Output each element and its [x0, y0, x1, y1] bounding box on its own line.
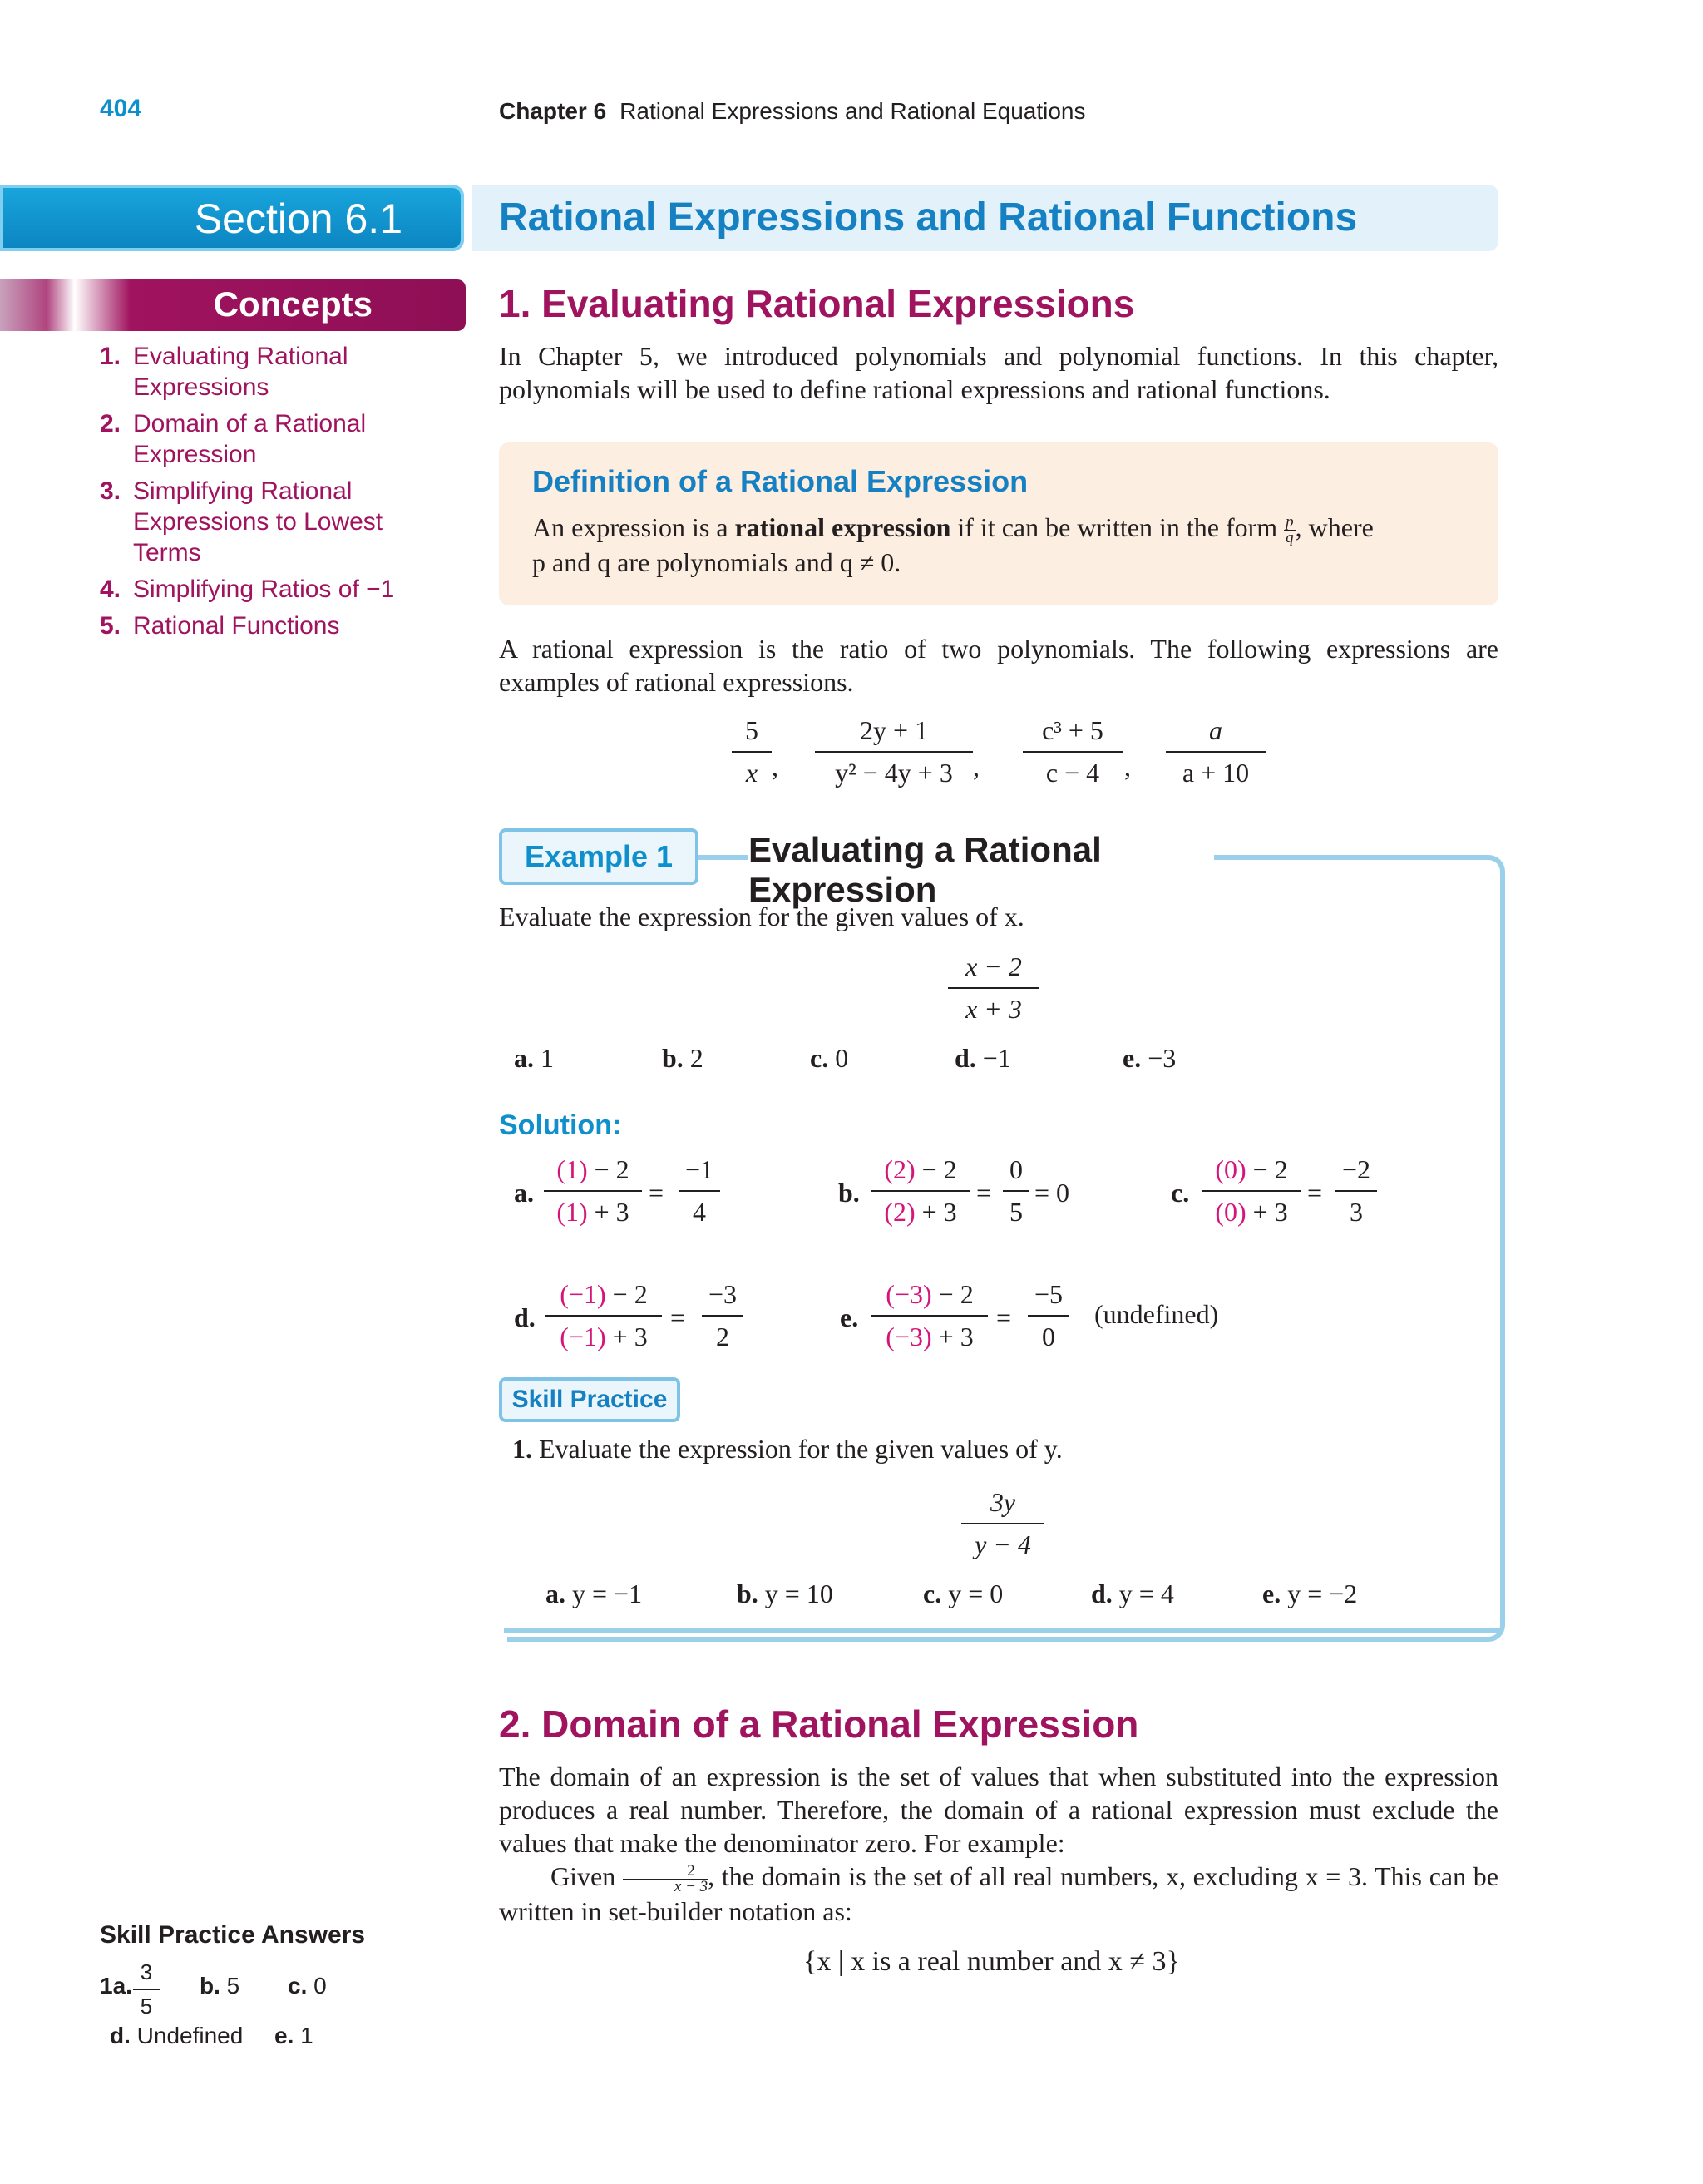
concept-label: Simplifying Rational Expressions to Lowest Terms — [133, 477, 383, 566]
definition-text-part: , where — [1295, 512, 1374, 542]
fraction-numerator: −5 — [1028, 1279, 1069, 1317]
skill-value-b — [737, 1579, 833, 1609]
concept-item — [100, 610, 432, 641]
fraction-denominator: y² − 4y + 3 — [835, 758, 953, 788]
given-paragraph — [499, 1860, 1498, 1928]
solution-b-result — [1003, 1154, 1029, 1228]
solution-c-result — [1335, 1154, 1377, 1228]
equals-sign: = — [649, 1178, 664, 1208]
solution-a-label: a. — [514, 1178, 534, 1208]
value-text: y = 4 — [1118, 1579, 1174, 1608]
fraction-denominator: x + 3 — [965, 994, 1022, 1024]
value-label: b. — [737, 1579, 758, 1608]
substituted-value: (−3) — [886, 1279, 932, 1309]
heading-evaluating: 1. Evaluating Rational Expressions — [499, 282, 1135, 325]
solution-c-fraction — [1202, 1154, 1301, 1228]
skill-practice-badge: Skill Practice — [499, 1377, 680, 1422]
fraction-denominator: 0 — [1042, 1322, 1055, 1351]
value-label: c. — [923, 1579, 942, 1608]
comma: , — [772, 752, 778, 782]
answer-1d — [110, 2023, 243, 2049]
substituted-value: (−1) — [560, 1322, 606, 1351]
solution-e-label: e. — [840, 1302, 859, 1332]
answer-1e — [274, 2023, 313, 2049]
substituted-value: (1) — [556, 1154, 588, 1184]
fraction-numerator: −1 — [679, 1154, 720, 1192]
solution-label: Solution: — [499, 1109, 622, 1141]
answer-1c — [288, 1973, 327, 1999]
substituted-value: (−1) — [560, 1279, 606, 1309]
example-title — [748, 830, 1214, 910]
value-number: 1 — [541, 1043, 554, 1073]
value-number: −1 — [982, 1043, 1011, 1073]
concept-item — [100, 476, 432, 568]
answer-1b — [200, 1973, 239, 1999]
fraction-numerator: 2y + 1 — [815, 715, 973, 753]
solution-a-fraction — [544, 1154, 642, 1228]
fraction-numerator: 0 — [1003, 1154, 1029, 1192]
given-text: Given — [550, 1861, 623, 1891]
fraction-denominator: + 3 — [587, 1197, 629, 1227]
value-label: e. — [1262, 1579, 1281, 1608]
value-label: b. — [662, 1043, 684, 1073]
fraction-denominator: + 3 — [931, 1322, 974, 1351]
given-text: , the domain is the set of all real numbers, x, excluding x = 3. This can be written in set-builder notation as: — [499, 1861, 1499, 1927]
section-title: Rational Expressions and Rational Functions — [499, 195, 1358, 240]
fraction-denominator: 2 — [716, 1322, 729, 1351]
definition-text-part: if it can be written in the form — [950, 512, 1285, 542]
solution-d-result — [702, 1279, 743, 1352]
value-label: d. — [955, 1043, 976, 1073]
section-tab — [0, 185, 464, 251]
fraction-numerator: − 2 — [605, 1279, 648, 1309]
example-badge: Example 1 — [499, 828, 698, 885]
substituted-value: (1) — [556, 1197, 588, 1227]
example-prompt: Evaluate the expression for the given values of x. — [499, 902, 1024, 931]
value-b — [662, 1043, 703, 1074]
value-number: 0 — [835, 1043, 849, 1073]
skill-value-d — [1091, 1579, 1174, 1609]
equals-sign: = — [670, 1302, 686, 1332]
fraction-numerator: 2 — [623, 1864, 708, 1880]
example-fraction — [1166, 715, 1266, 788]
ratio-paragraph: A rational expression is the ratio of two polynomials. The following expressions are examples of rational expressions. — [499, 634, 1498, 697]
intro-paragraph: In Chapter 5, we introduced polynomials and polynomial functions. In this chapter, polynomials will be used to define rational expressions and rational functions. — [499, 341, 1498, 404]
fraction-denominator: 3 — [1350, 1197, 1363, 1227]
skill-prompt — [512, 1434, 1063, 1465]
skill-number: 1. — [512, 1434, 532, 1464]
value-text: y = 10 — [764, 1579, 833, 1608]
concept-item — [100, 574, 432, 605]
solution-b-label: b. — [838, 1178, 860, 1208]
answer-label: e. — [274, 2023, 294, 2048]
comma: , — [1124, 752, 1131, 782]
solution-a-result — [679, 1154, 720, 1228]
fraction-numerator: −3 — [702, 1279, 743, 1317]
equals-sign: = — [996, 1302, 1012, 1332]
solution-d-fraction — [545, 1279, 662, 1352]
concept-number: 2. — [100, 410, 121, 437]
concept-label: Rational Functions — [133, 612, 340, 640]
fraction-denominator: x — [745, 758, 758, 788]
fraction-numerator: 5 — [732, 715, 772, 753]
value-label: d. — [1091, 1579, 1113, 1608]
skill-answers-title: Skill Practice Answers — [100, 1921, 366, 1949]
given-fraction — [623, 1864, 708, 1895]
fraction-numerator: − 2 — [931, 1279, 974, 1309]
concept-number: 1. — [100, 343, 121, 370]
solution-c-label: c. — [1171, 1178, 1190, 1208]
concept-list — [100, 341, 432, 647]
concepts-title: Concepts — [213, 284, 373, 324]
value-label: a. — [514, 1043, 534, 1073]
value-label: e. — [1123, 1043, 1142, 1073]
fraction-denominator: + 3 — [915, 1197, 957, 1227]
fraction-denominator: a + 10 — [1182, 758, 1250, 788]
concept-label: Domain of a Rational Expression — [133, 410, 367, 468]
fraction-denominator: c − 4 — [1045, 758, 1100, 788]
fraction-numerator: 3 — [133, 1959, 160, 1990]
fraction-denominator: 5 — [140, 1994, 153, 2018]
answer-1a — [100, 1973, 132, 1999]
fraction-denominator: + 3 — [1246, 1197, 1288, 1227]
value-a — [514, 1043, 554, 1074]
definition-condition: p and q are polynomials and q ≠ 0. — [532, 547, 901, 578]
definition-text — [532, 511, 1472, 579]
definition-title: Definition of a Rational Expression — [532, 464, 1029, 498]
value-label: c. — [810, 1043, 829, 1073]
heading-domain: 2. Domain of a Rational Expression — [499, 1702, 1139, 1746]
example-fraction — [1023, 715, 1123, 788]
concept-label: Evaluating Rational Expressions — [133, 343, 348, 401]
solution-b-tail: = 0 — [1034, 1178, 1070, 1208]
answer-value: Undefined — [136, 2023, 244, 2048]
answer-label: b. — [200, 1973, 220, 1999]
solution-d-label: d. — [514, 1302, 536, 1332]
running-header — [499, 98, 1086, 125]
substituted-value: (0) — [1215, 1197, 1246, 1227]
value-d — [955, 1043, 1011, 1074]
example-expression — [948, 951, 1039, 1025]
fraction-numerator: x − 2 — [948, 951, 1039, 989]
comma: , — [973, 752, 980, 782]
set-builder-notation: {x | x is a real number and x ≠ 3} — [803, 1946, 1180, 1977]
section-tab-label: Section 6.1 — [194, 195, 402, 242]
domain-paragraph: The domain of an expression is the set of values that when substituted into the expression produces a real number. Therefore, the domain of a rational expression must exclude the values that make the denominator zero. For example: — [499, 1762, 1498, 1858]
example-fraction — [815, 715, 973, 788]
fraction-numerator: − 2 — [915, 1154, 957, 1184]
answer-1a-fraction — [133, 1959, 160, 2019]
value-label: a. — [545, 1579, 565, 1608]
equals-sign: = — [976, 1178, 992, 1208]
answer-value: 0 — [313, 1973, 327, 1999]
fraction-numerator: c³ + 5 — [1023, 715, 1123, 753]
substituted-value: (−3) — [886, 1322, 932, 1351]
concept-number: 3. — [100, 477, 121, 505]
fraction-numerator: − 2 — [1246, 1154, 1288, 1184]
answer-value: 5 — [226, 1973, 240, 1999]
definition-text-part: An expression is a — [532, 512, 735, 542]
fraction-denominator: 5 — [1009, 1197, 1023, 1227]
fraction-denominator: x − 3 — [674, 1878, 708, 1896]
answer-label: c. — [288, 1973, 308, 1999]
fraction-numerator: − 2 — [587, 1154, 629, 1184]
value-c — [810, 1043, 848, 1074]
example-fraction — [732, 715, 772, 788]
fraction-denominator: 4 — [693, 1197, 706, 1227]
fraction-numerator: −2 — [1335, 1154, 1377, 1192]
example-frame-bottom — [504, 1628, 1502, 1633]
skill-value-c — [923, 1579, 1003, 1609]
concept-label: Simplifying Ratios of −1 — [133, 576, 395, 603]
concept-item — [100, 341, 432, 403]
substituted-value: (2) — [884, 1197, 916, 1227]
concept-number: 4. — [100, 576, 121, 603]
concept-number: 5. — [100, 612, 121, 640]
fraction-numerator: a — [1166, 715, 1266, 753]
p-over-q-fraction — [1284, 515, 1296, 546]
solution-e-result — [1028, 1279, 1069, 1352]
value-number: −3 — [1148, 1043, 1177, 1073]
fraction-denominator: y − 4 — [975, 1529, 1031, 1559]
concept-item — [100, 408, 432, 470]
definition-term: rational expression — [734, 512, 951, 542]
solution-e-fraction — [871, 1279, 988, 1352]
fraction-denominator: + 3 — [605, 1322, 648, 1351]
value-text: y = −1 — [572, 1579, 643, 1608]
equals-sign: = — [1307, 1178, 1323, 1208]
skill-expression — [961, 1487, 1044, 1560]
solution-b-fraction — [871, 1154, 970, 1228]
substituted-value: (2) — [884, 1154, 916, 1184]
fraction-numerator: 3y — [961, 1487, 1044, 1524]
answer-value: 1 — [300, 2023, 313, 2048]
fraction-denominator: q — [1286, 529, 1294, 547]
chapter-title: Rational Expressions and Rational Equations — [619, 98, 1086, 124]
skill-value-e — [1262, 1579, 1357, 1609]
page-number: 404 — [100, 95, 142, 122]
undefined-note: (undefined) — [1094, 1299, 1219, 1329]
value-text: y = −2 — [1287, 1579, 1358, 1608]
value-text: y = 0 — [948, 1579, 1004, 1608]
substituted-value: (0) — [1215, 1154, 1246, 1184]
value-number: 2 — [689, 1043, 703, 1073]
example-title-text: Evaluating a Rational Expression — [748, 830, 1102, 909]
skill-value-a — [545, 1579, 642, 1609]
concepts-tab — [0, 279, 466, 331]
chapter-label: Chapter 6 — [499, 98, 607, 124]
skill-prompt-text: Evaluate the expression for the given values of y. — [539, 1434, 1063, 1464]
value-e — [1123, 1043, 1176, 1074]
answer-label: d. — [110, 2023, 131, 2048]
answer-label: 1a. — [100, 1973, 132, 1999]
fraction-numerator: p — [1286, 513, 1294, 531]
